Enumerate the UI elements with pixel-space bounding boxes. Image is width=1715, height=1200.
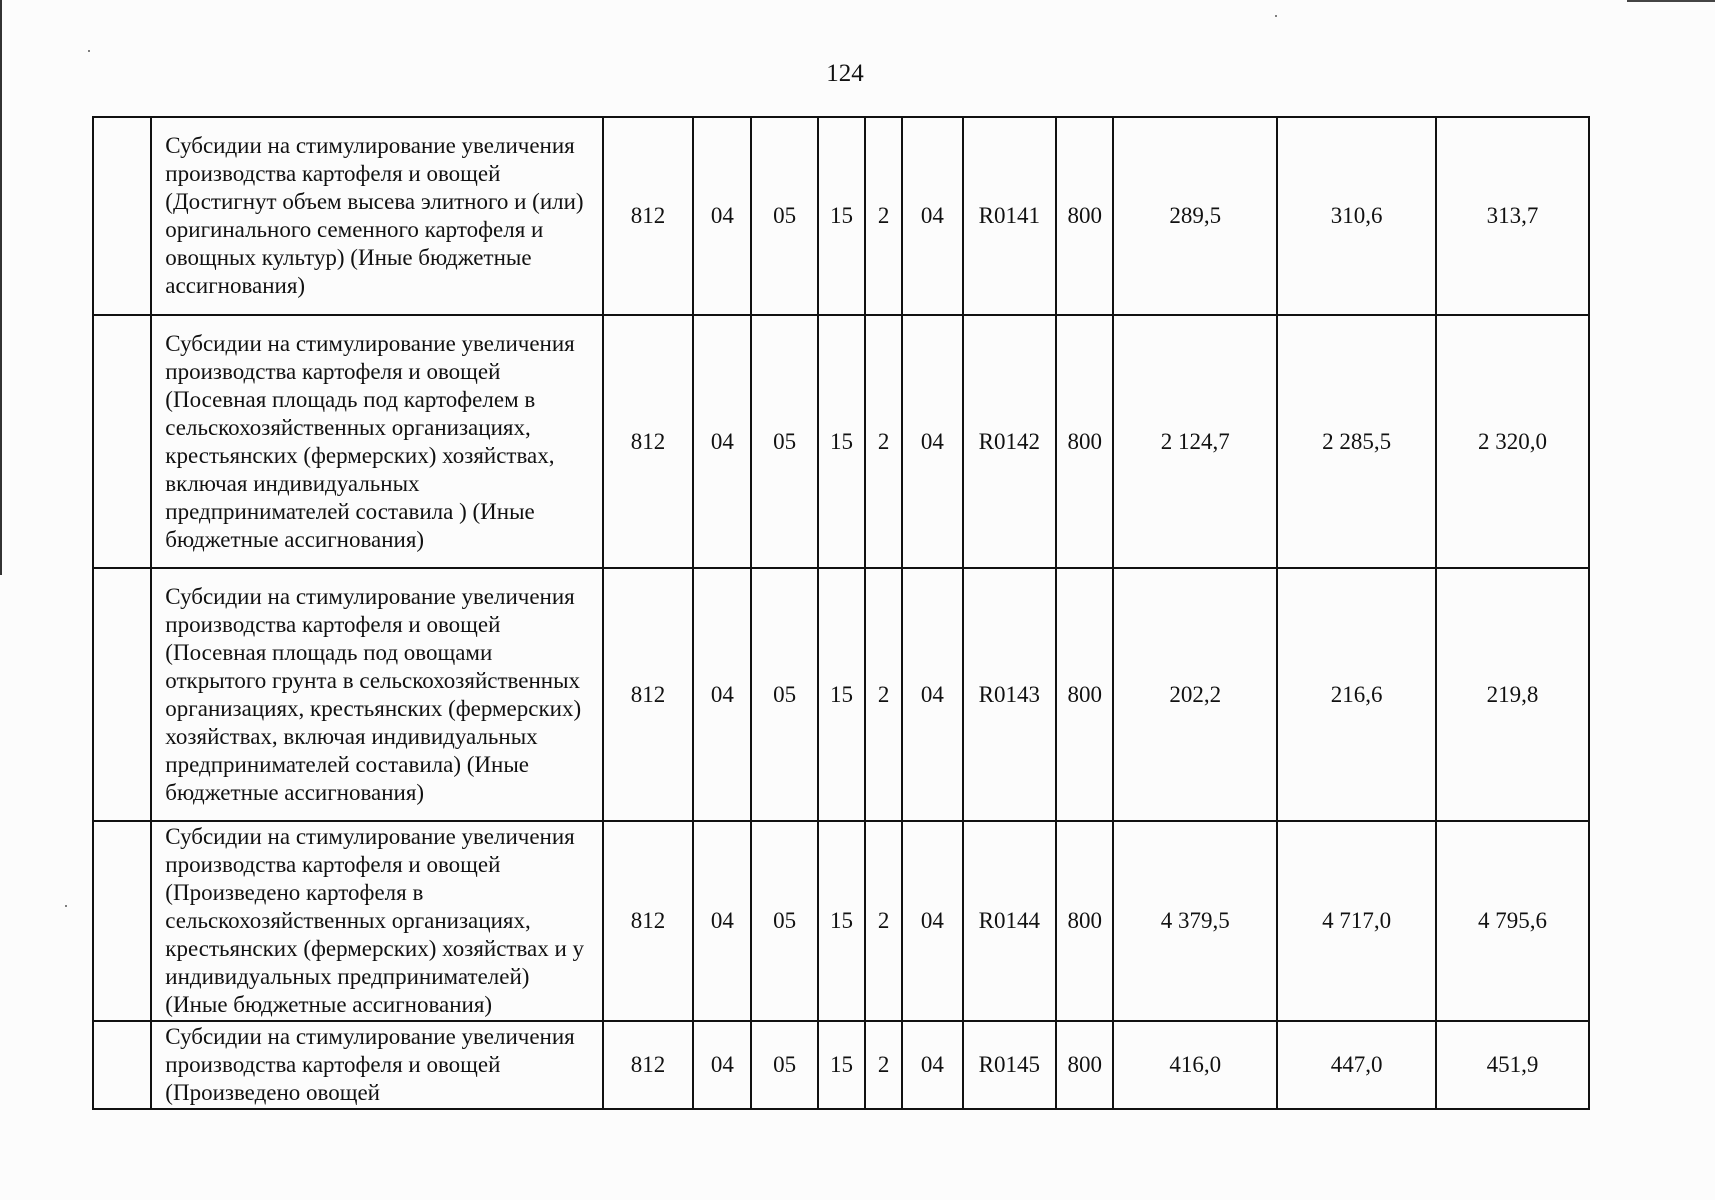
expense-type-cell: 800 [1056,568,1113,821]
expense-type-cell: 800 [1056,1021,1113,1109]
ministry-code-cell: 812 [603,117,693,315]
section-code-cell: 04 [693,315,751,568]
program-code-cell: 15 [818,821,865,1021]
scan-speck [65,905,67,907]
subprogram-code-cell: 2 [865,568,902,821]
amount-year-1-cell: 289,5 [1113,117,1277,315]
amount-year-3-cell: 219,8 [1436,568,1589,821]
table-row [93,1021,1589,1109]
amount-year-3-cell: 2 320,0 [1436,315,1589,568]
ministry-code-cell: 812 [603,568,693,821]
amount-year-1-cell: 4 379,5 [1113,821,1277,1021]
event-code-cell: 04 [902,315,962,568]
description-cell: Субсидии на стимулирование увеличения производства картофеля и овощей (Произведено картофеля в сельскохозяйственных организациях, крестьянских (фермерских) хозяйствах и у индивидуальных предпринимателей) (Иные бюджетные ассигнования) [151,821,602,1021]
subsection-code-cell: 05 [751,568,817,821]
section-code-cell: 04 [693,117,751,315]
section-code-cell: 04 [693,821,751,1021]
program-code-cell: 15 [818,1021,865,1109]
subsection-code-cell: 05 [751,117,817,315]
amount-year-2-cell: 216,6 [1277,568,1436,821]
subprogram-code-cell: 2 [865,1021,902,1109]
description-cell: Субсидии на стимулирование увеличения производства картофеля и овощей (Посевная площадь под овощами открытого грунта в сельскохозяйственных организациях, крестьянских (фермерских) хозяйствах, включая индивидуальных предпринимателей составила) (Иные бюджетные ассигнования) [151,568,602,821]
subprogram-code-cell: 2 [865,315,902,568]
expense-type-cell: 800 [1056,821,1113,1021]
event-code-cell: 04 [902,821,962,1021]
table-row [93,117,1589,315]
page-number: 124 [826,60,864,87]
row-index-cell [93,1021,151,1109]
scan-speck [1275,15,1277,17]
direction-code-cell: R0142 [963,315,1057,568]
amount-year-1-cell: 416,0 [1113,1021,1277,1109]
row-index-cell [93,117,151,315]
amount-year-1-cell: 2 124,7 [1113,315,1277,568]
table-row [93,821,1589,1021]
amount-year-3-cell: 4 795,6 [1436,821,1589,1021]
section-code-cell: 04 [693,1021,751,1109]
program-code-cell: 15 [818,315,865,568]
row-index-cell [93,568,151,821]
amount-year-3-cell: 451,9 [1436,1021,1589,1109]
subsection-code-cell: 05 [751,821,817,1021]
ministry-code-cell: 812 [603,1021,693,1109]
subsection-code-cell: 05 [751,1021,817,1109]
program-code-cell: 15 [818,117,865,315]
amount-year-2-cell: 310,6 [1277,117,1436,315]
table-row [93,315,1589,568]
amount-year-3-cell: 313,7 [1436,117,1589,315]
program-code-cell: 15 [818,568,865,821]
subsection-code-cell: 05 [751,315,817,568]
direction-code-cell: R0145 [963,1021,1057,1109]
row-index-cell [93,821,151,1021]
description-cell: Субсидии на стимулирование увеличения производства картофеля и овощей (Произведено овощей [151,1021,602,1109]
amount-year-2-cell: 2 285,5 [1277,315,1436,568]
expense-type-cell: 800 [1056,315,1113,568]
expense-type-cell: 800 [1056,117,1113,315]
amount-year-2-cell: 4 717,0 [1277,821,1436,1021]
direction-code-cell: R0143 [963,568,1057,821]
section-code-cell: 04 [693,568,751,821]
event-code-cell: 04 [902,568,962,821]
ministry-code-cell: 812 [603,821,693,1021]
amount-year-1-cell: 202,2 [1113,568,1277,821]
scan-speck [88,50,90,52]
amount-year-2-cell: 447,0 [1277,1021,1436,1109]
description-cell: Субсидии на стимулирование увеличения производства картофеля и овощей (Посевная площадь под картофелем в сельскохозяйственных организациях, крестьянских (фермерских) хозяйствах, включая индивидуальных предпринимателей составила ) (Иные бюджетные ассигнования) [151,315,602,568]
direction-code-cell: R0144 [963,821,1057,1021]
table-row [93,568,1589,821]
event-code-cell: 04 [902,117,962,315]
subprogram-code-cell: 2 [865,821,902,1021]
event-code-cell: 04 [902,1021,962,1109]
subprogram-code-cell: 2 [865,117,902,315]
scan-top-right-line [1627,0,1715,2]
direction-code-cell: R0141 [963,117,1057,315]
budget-table [92,116,1590,1110]
row-index-cell [93,315,151,568]
ministry-code-cell: 812 [603,315,693,568]
description-cell: Субсидии на стимулирование увеличения производства картофеля и овощей (Достигнут объем высева элитного и (или) оригинального семенного картофеля и овощных культур) (Иные бюджетные ассигнования) [151,117,602,315]
